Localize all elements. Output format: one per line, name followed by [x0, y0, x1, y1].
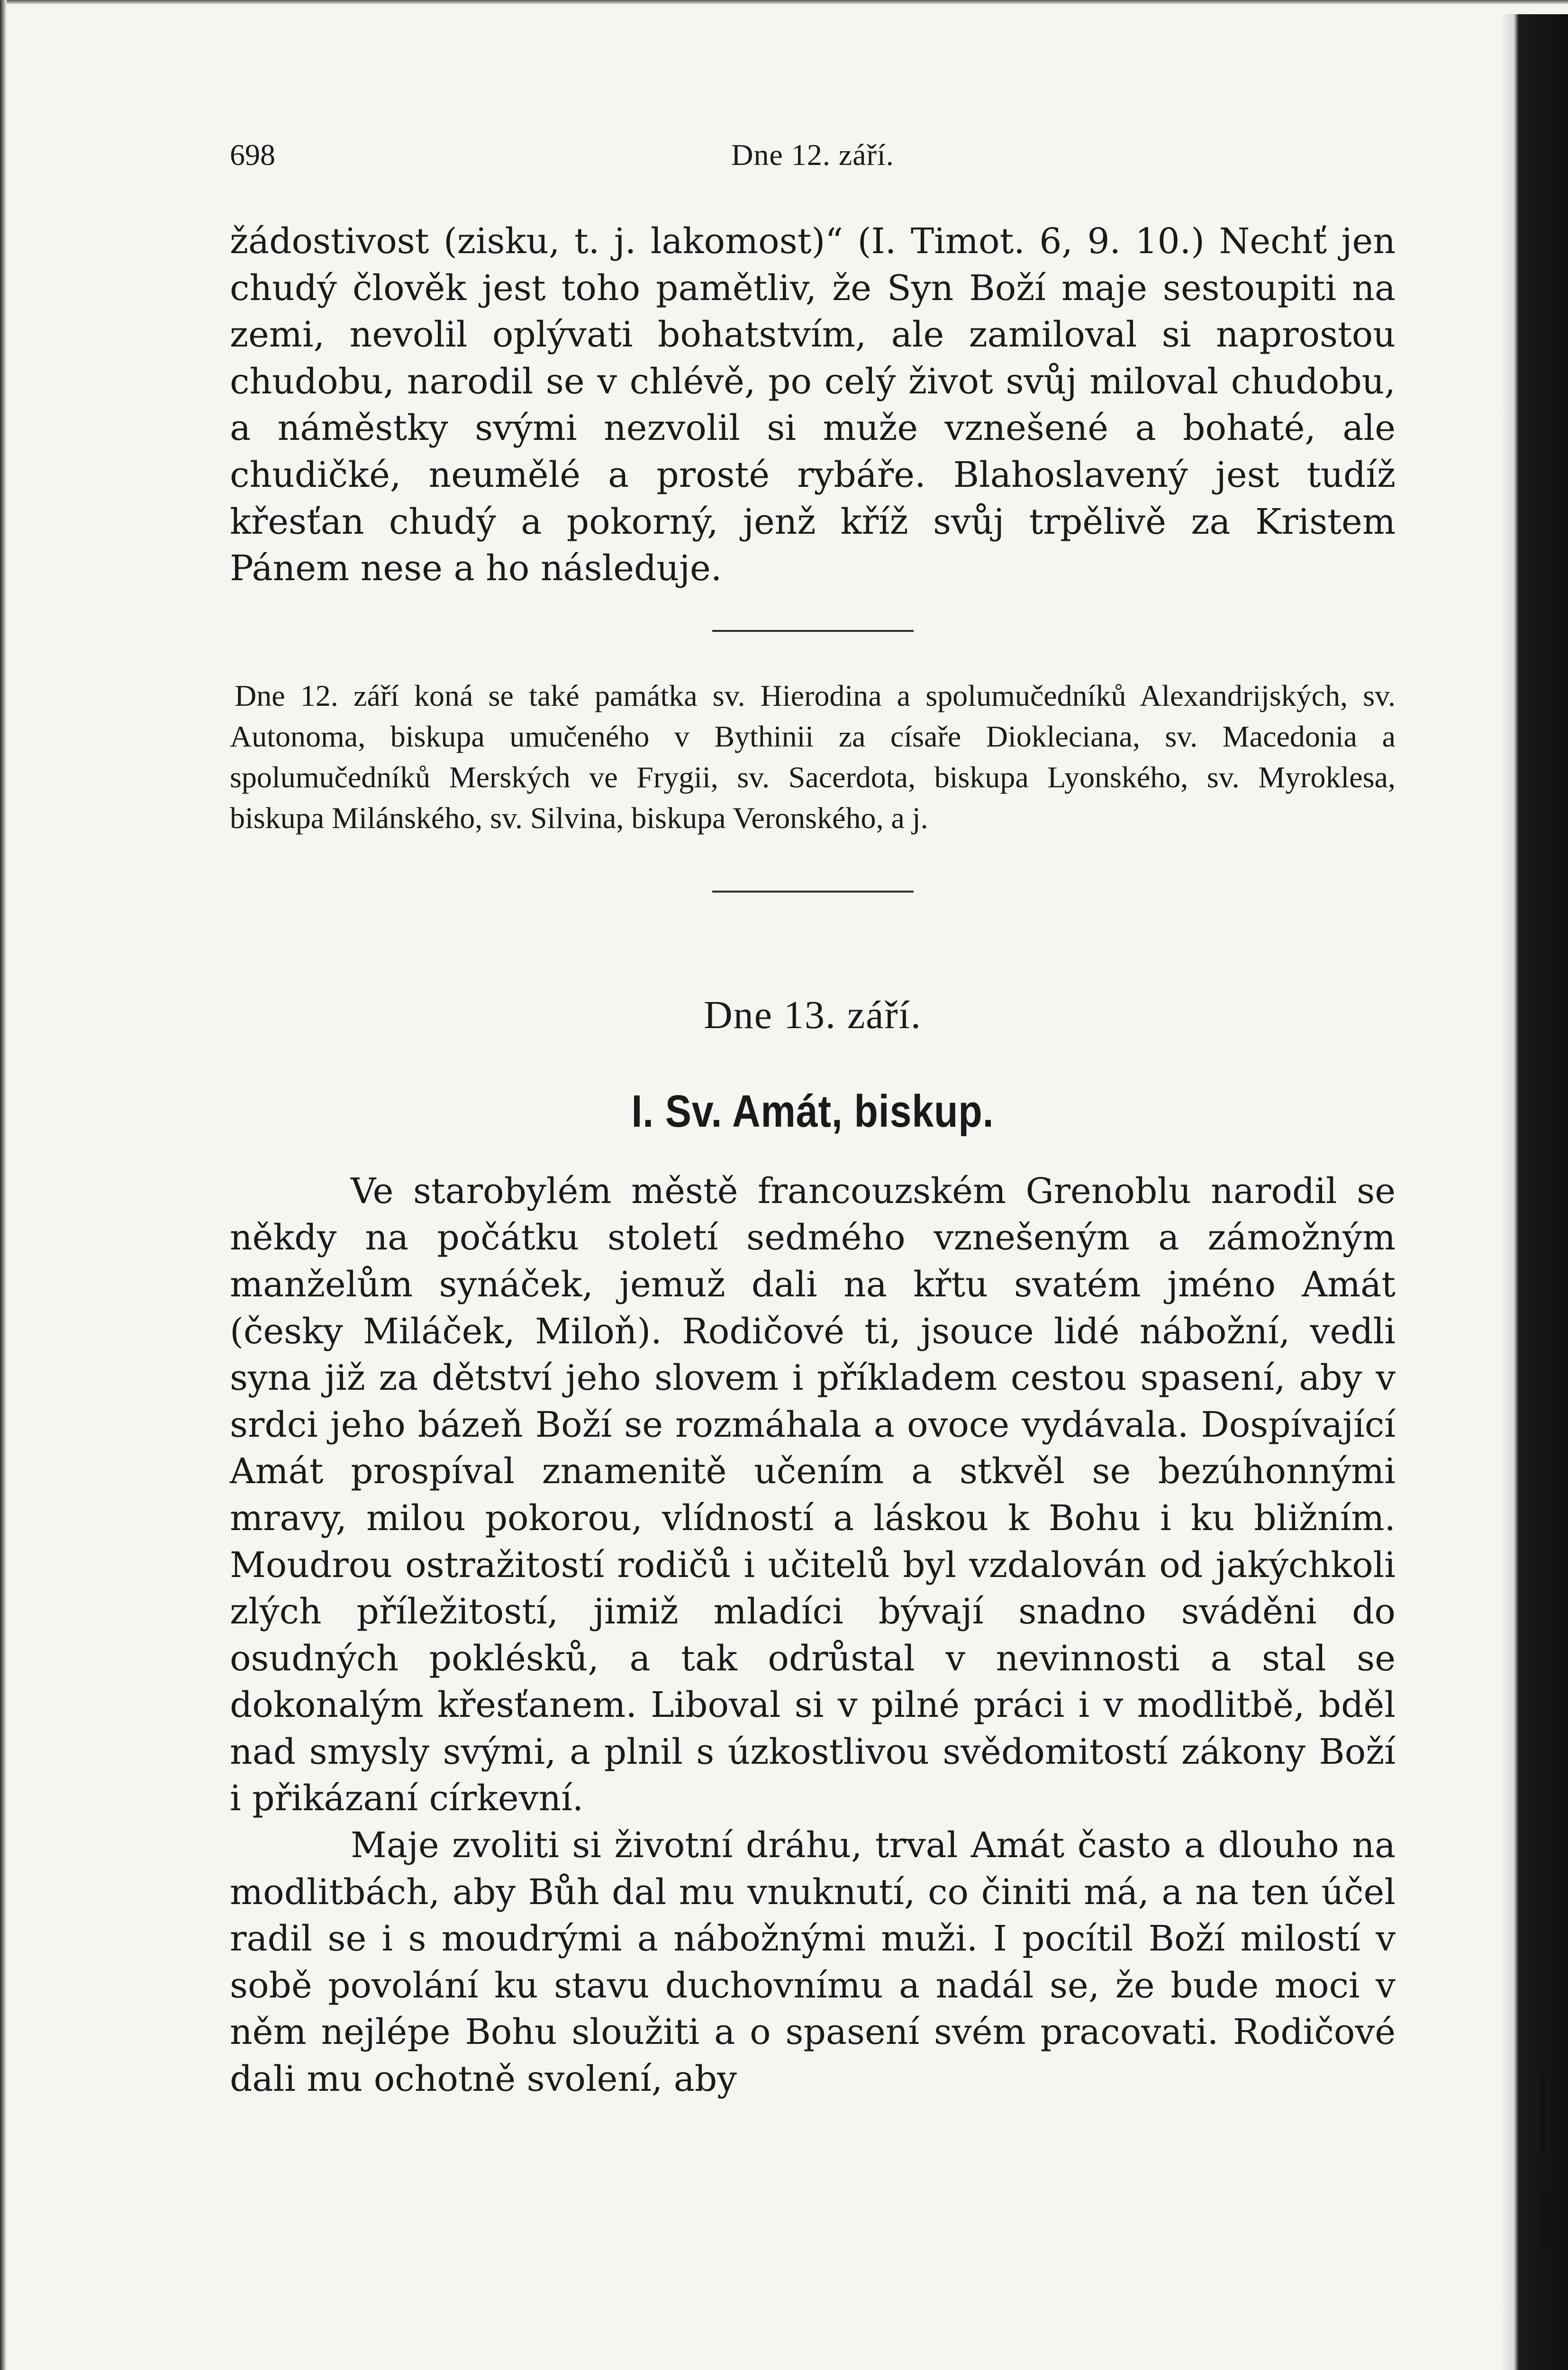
- page-content: [230, 137, 1396, 2103]
- paragraph-continued: žádostivost (zisku, t. j. lakomost)“ (I. Timot. 6, 9. 10.) Nechť jen chudý člověk jest toho pamětliv, že Syn Boží maje sestoupiti na zemi, nevolil oplývati bohatstvím, ale zamiloval si naprostou chudobu, narodil se v chlévě, po celý život svůj miloval chudobu, a náměstky svými nezvolil si muže vznešené a bohaté, ale chudičké, neumělé a prosté rybáře. Blahoslavený jest tudíž křesťan chudý a pokorný, jenž kříž svůj trpělivě za Kristem Pánem nese a ho následuje.: [230, 221, 1396, 589]
- margin-mark: [1540, 2076, 1545, 2152]
- running-head: Dne 12. září.: [731, 138, 894, 172]
- section-divider: [712, 891, 914, 893]
- page-number: 698: [230, 138, 275, 172]
- margin-mark: [1542, 2190, 1546, 2247]
- day-heading: Dne 13. září.: [704, 993, 922, 1037]
- scan-edge-left: [0, 0, 7, 2370]
- scan-edge-top: [0, 0, 1568, 5]
- chapter-title: I. Sv. Amát, biskup.: [631, 1085, 994, 1137]
- body-paragraph: Ve starobylém městě francouzském Grenoblu narodil se někdy na počátku století sedmého vznešeným a zámožným manželům synáček, jemuž dali na křtu svatém jméno Amát (česky Miláček, Miloň). Rodičové ti, jsouce lidé nábožní, vedli syna již za dětství jeho slovem i příkladem cestou spasení, aby v srdci jeho bázeň Boží se rozmáhala a ovoce vydávala. Dospívající Amát prospíval znamenitě učením a stkvěl se bezúhonnými mravy, milou pokorou, vlídností a láskou k Bohu i ku bližním. Moudrou ostražitostí rodičů i učitelů byl vzdalován od jakýchkoli zlých příležitostí, jimiž mladíci bývají snadno sváděni do osudných poklésků, a tak odrůstal v nevinnosti a stal se dokonalým křesťanem. Liboval si v pilné práci i v modlitbě, bděl nad smysly svými, a plnil s úzkostlivou svědomitostí zákony Boží i přikázaní církevní.: [230, 1170, 1396, 1819]
- commemoration-paragraph: Dne 12. září koná se také památka sv. Hierodina a spolumučedníků Alexandrijských, sv. Autonoma, biskupa umučeného v Bythinii za císaře Diokleciana, sv. Macedonia a spolumučedníků Merských ve Frygii, sv. Sacerdota, biskupa Lyonského, sv. Myroklesa, biskupa Milánského, sv. Silvina, biskupa Veronského, a j.: [230, 678, 1396, 835]
- scan-edge-right: [1500, 14, 1568, 2370]
- section-divider: [712, 630, 914, 632]
- page-header: [230, 137, 1396, 185]
- body-paragraph: Maje zvoliti si životní dráhu, trval Amát často a dlouho na modlitbách, aby Bůh dal mu vnuknutí, co činiti má, a na ten účel radil se i s moudrými a nábožnými muži. I pocítil Boží milostí v sobě povolání ku stavu duchovnímu a nadál se, že bude moci v něm nejlépe Bohu sloužiti a o spasení svém pracovati. Rodičové dali mu ochotně svolení, aby: [230, 1825, 1396, 2100]
